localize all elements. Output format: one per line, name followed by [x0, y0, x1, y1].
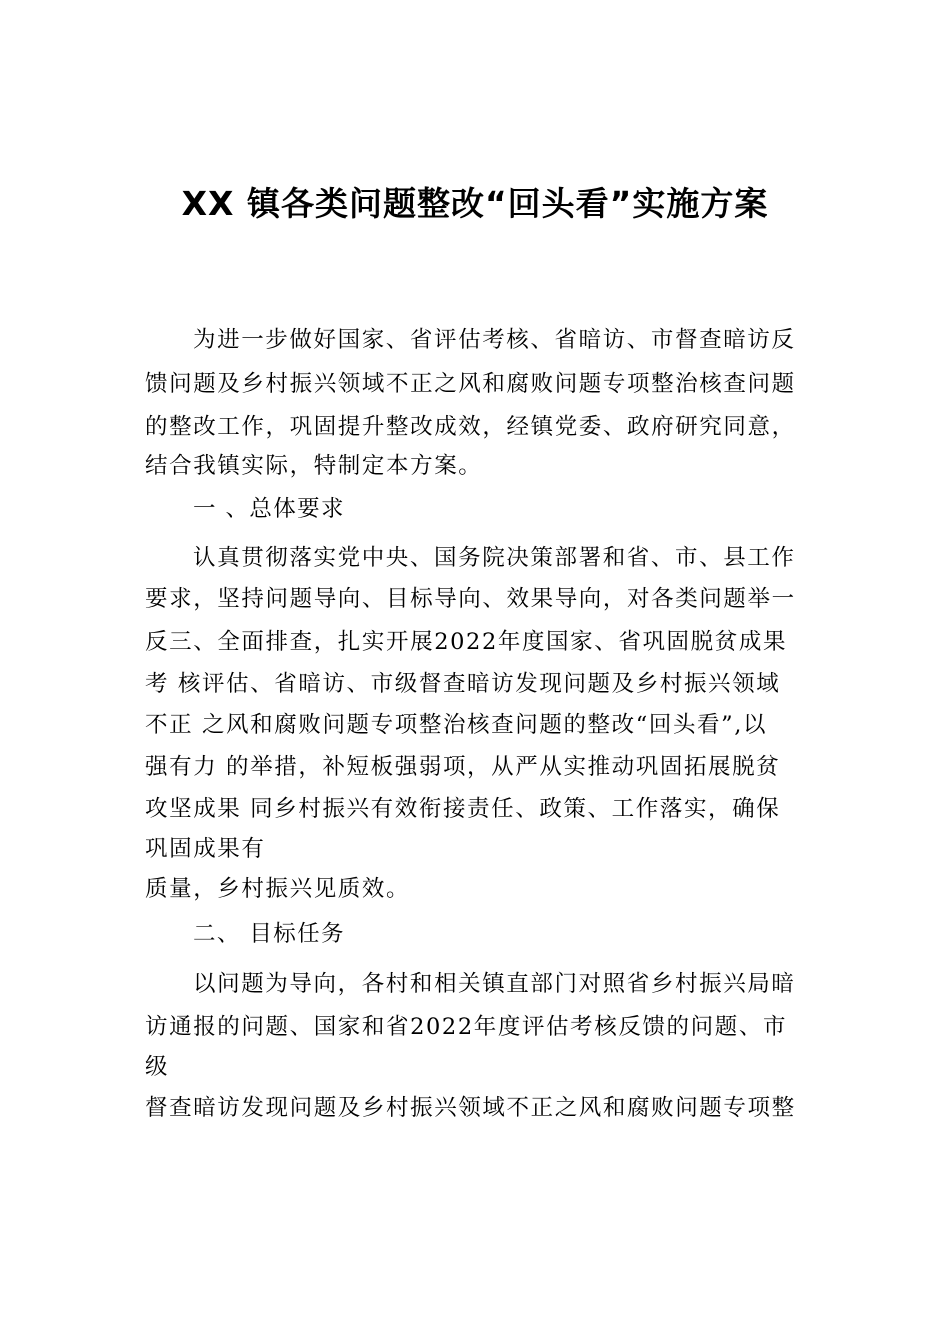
- section1-line-8: 巩固成果有: [145, 836, 266, 862]
- section2-line-1: 以问题为导向，各村和相关镇直部门对照省乡村振兴局暗: [193, 971, 796, 997]
- section1-line-1: 认真贯彻落实党中央、国务院决策部署和省、市、县工作: [193, 545, 796, 571]
- section-heading-general-requirements: 一 、总体要求: [193, 496, 345, 522]
- section-heading-goals-tasks: 二、 目标任务: [193, 921, 345, 947]
- section1-line-4: 考 核评估、省暗访、市级督查暗访发现问题及乡村振兴领域: [145, 671, 781, 697]
- section1-line-3: 反三、全面排查，扎实开展2022年度国家、省巩固脱贫成果: [145, 629, 788, 655]
- section2-line-3: 级: [145, 1054, 170, 1080]
- section1-line-7: 攻坚成果 同乡村振兴有效衔接责任、政策、工作落实，确保: [145, 796, 781, 822]
- section1-line-2: 要求，坚持问题导向、目标导向、效果导向，对各类问题举一: [145, 586, 796, 612]
- section2-line-2: 访通报的问题、国家和省2022年度评估考核反馈的问题、市: [145, 1014, 788, 1040]
- section1-line-6: 强有力 的举措，补短板强弱项，从严从实推动巩固拓展脱贫: [145, 754, 781, 780]
- intro-line-4: 结合我镇实际，特制定本方案。: [145, 453, 483, 479]
- section1-line-9: 质量，乡村振兴见质效。: [145, 876, 411, 902]
- section1-line-5: 不正 之风和腐败问题专项整治核查问题的整改“回头看”,以: [145, 712, 768, 738]
- intro-line-1: 为进一步做好国家、省评估考核、省暗访、市督查暗访反: [193, 327, 796, 353]
- intro-line-2: 馈问题及乡村振兴领域不正之风和腐败问题专项整治核查问题: [145, 371, 796, 397]
- section2-line-4: 督查暗访发现问题及乡村振兴领域不正之风和腐败问题专项整: [145, 1095, 796, 1121]
- intro-line-3: 的整改工作，巩固提升整改成效，经镇党委、政府研究同意，: [145, 414, 796, 440]
- document-title: XX 镇各类问题整改“回头看”实施方案: [181, 184, 769, 223]
